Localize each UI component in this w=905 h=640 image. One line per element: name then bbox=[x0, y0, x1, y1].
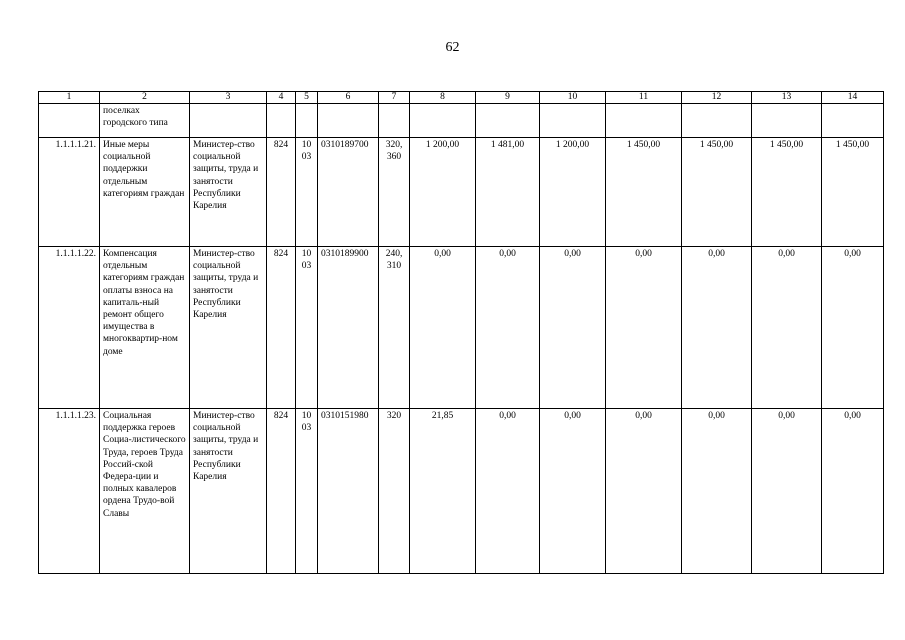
table-row-continuation bbox=[39, 104, 884, 138]
value-cell-8: 21,85 bbox=[410, 409, 476, 574]
table-header-row bbox=[39, 92, 884, 104]
value-cell-10: 1 200,00 bbox=[540, 138, 606, 247]
empty-cell bbox=[540, 104, 606, 138]
grbs-cell: 824 bbox=[267, 138, 296, 247]
value-cell-14: 0,00 bbox=[822, 409, 884, 574]
empty-cell bbox=[476, 104, 540, 138]
empty-cell bbox=[190, 104, 267, 138]
table-row bbox=[39, 247, 884, 409]
empty-cell bbox=[379, 104, 410, 138]
empty-cell bbox=[606, 104, 682, 138]
row-code-cell: 1.1.1.1.21. bbox=[39, 138, 100, 247]
empty-cell bbox=[39, 104, 100, 138]
measure-name-cell: Иные меры социальной поддержки отдельным категориям граждан bbox=[100, 138, 190, 247]
empty-cell bbox=[752, 104, 822, 138]
value-cell-9: 0,00 bbox=[476, 247, 540, 409]
value-cell-8: 1 200,00 bbox=[410, 138, 476, 247]
csr-cell: 0310151980 bbox=[318, 409, 379, 574]
empty-cell bbox=[318, 104, 379, 138]
grbs-cell: 824 bbox=[267, 247, 296, 409]
header-cell: 3 bbox=[190, 92, 267, 104]
value-cell-12: 0,00 bbox=[682, 409, 752, 574]
vr-cell: 320, 360 bbox=[379, 138, 410, 247]
measure-name-cell: Социальная поддержка героев Социа-листического Труда, героев Труда Россий-ской Федера-ции и полных кавалеров ордена Трудо-вой Славы bbox=[100, 409, 190, 574]
budget-table bbox=[38, 91, 884, 574]
header-cell: 7 bbox=[379, 92, 410, 104]
header-cell: 6 bbox=[318, 92, 379, 104]
value-cell-8: 0,00 bbox=[410, 247, 476, 409]
executor-cell: Министер-ство социальной защиты, труда и занятости Республики Карелия bbox=[190, 138, 267, 247]
header-cell: 1 bbox=[39, 92, 100, 104]
executor-cell: Министер-ство социальной защиты, труда и занятости Республики Карелия bbox=[190, 409, 267, 574]
header-cell: 13 bbox=[752, 92, 822, 104]
value-cell-10: 0,00 bbox=[540, 409, 606, 574]
value-cell-9: 0,00 bbox=[476, 409, 540, 574]
page-number: 62 bbox=[445, 40, 460, 55]
measure-name-cell: поселках городского типа bbox=[100, 104, 190, 138]
value-cell-13: 1 450,00 bbox=[752, 138, 822, 247]
csr-cell: 0310189900 bbox=[318, 247, 379, 409]
value-cell-14: 0,00 bbox=[822, 247, 884, 409]
grbs-cell: 824 bbox=[267, 409, 296, 574]
row-code-cell: 1.1.1.1.22. bbox=[39, 247, 100, 409]
csr-cell: 0310189700 bbox=[318, 138, 379, 247]
header-cell: 11 bbox=[606, 92, 682, 104]
header-cell: 8 bbox=[410, 92, 476, 104]
value-cell-14: 1 450,00 bbox=[822, 138, 884, 247]
empty-cell bbox=[267, 104, 296, 138]
value-cell-11: 0,00 bbox=[606, 409, 682, 574]
rzpr-cell: 10 03 bbox=[296, 138, 318, 247]
vr-cell: 240, 310 bbox=[379, 247, 410, 409]
value-cell-12: 1 450,00 bbox=[682, 138, 752, 247]
rzpr-cell: 10 03 bbox=[296, 409, 318, 574]
header-cell: 9 bbox=[476, 92, 540, 104]
executor-cell: Министер-ство социальной защиты, труда и занятости Республики Карелия bbox=[190, 247, 267, 409]
table-row bbox=[39, 138, 884, 247]
value-cell-13: 0,00 bbox=[752, 409, 822, 574]
header-cell: 4 bbox=[267, 92, 296, 104]
empty-cell bbox=[410, 104, 476, 138]
empty-cell bbox=[296, 104, 318, 138]
value-cell-11: 1 450,00 bbox=[606, 138, 682, 247]
header-cell: 5 bbox=[296, 92, 318, 104]
header-cell: 2 bbox=[100, 92, 190, 104]
value-cell-12: 0,00 bbox=[682, 247, 752, 409]
header-cell: 14 bbox=[822, 92, 884, 104]
row-code-cell: 1.1.1.1.23. bbox=[39, 409, 100, 574]
value-cell-9: 1 481,00 bbox=[476, 138, 540, 247]
rzpr-cell: 10 03 bbox=[296, 247, 318, 409]
measure-name-cell: Компенсация отдельным категориям граждан оплаты взноса на капиталь-ный ремонт общего имущества в многоквартир-ном доме bbox=[100, 247, 190, 409]
header-cell: 10 bbox=[540, 92, 606, 104]
value-cell-11: 0,00 bbox=[606, 247, 682, 409]
empty-cell bbox=[682, 104, 752, 138]
vr-cell: 320 bbox=[379, 409, 410, 574]
value-cell-13: 0,00 bbox=[752, 247, 822, 409]
table-row bbox=[39, 409, 884, 574]
header-cell: 12 bbox=[682, 92, 752, 104]
value-cell-10: 0,00 bbox=[540, 247, 606, 409]
empty-cell bbox=[822, 104, 884, 138]
